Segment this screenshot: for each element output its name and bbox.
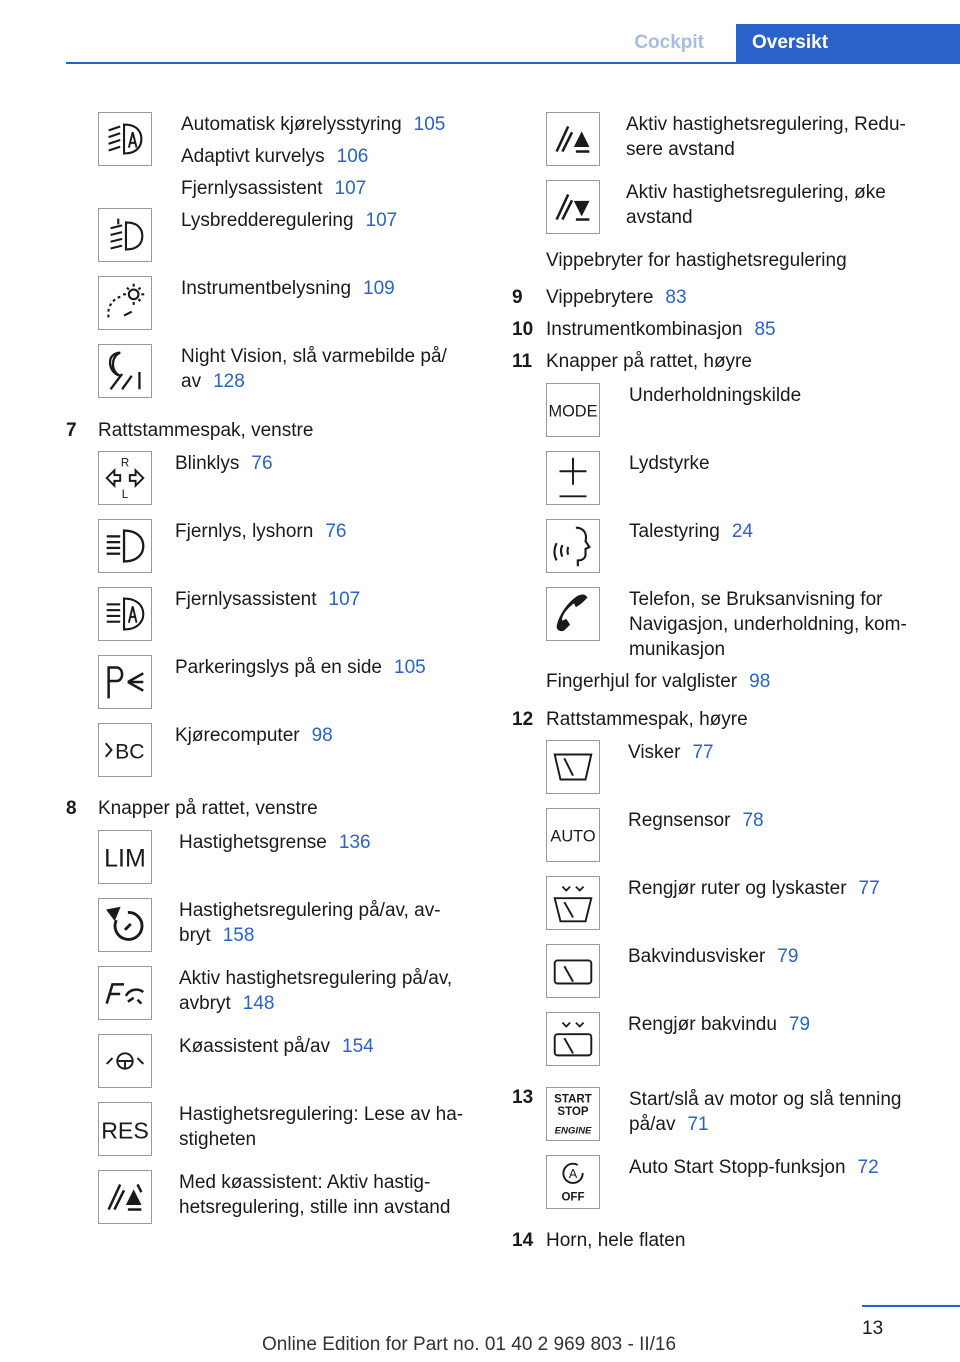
item-number: 11 [512,351,533,372]
entry-text: Hastighetsregulering: Lese av ha- stigheten [179,1104,464,1150]
svg-text:STOP: STOP [557,1105,589,1118]
svg-text:AUTO: AUTO [550,827,596,846]
entry-text: Hastighetsregulering på/av, av- bryt 158 [179,900,441,946]
page-ref-link[interactable]: 107 [334,178,367,199]
entry-text: Hastighetsgrense 136 [179,832,371,853]
rocker-switch-text: Vippebryter for hastighetsregulering [546,250,847,271]
rear-wiper-icon [546,944,600,998]
item-number: 14 [512,1230,534,1251]
page-ref-link[interactable]: 77 [692,742,714,763]
entry-text: Instrumentbelysning 109 [181,278,395,299]
auto-headlight-icon [98,112,152,166]
mode-icon [546,383,600,437]
entry-text: Lydstyrke [629,453,710,474]
footer-edition: Online Edition for Part no. 01 40 2 969 803 - II/16 [262,1334,677,1355]
item-number: 9 [512,287,523,308]
page-ref-link[interactable]: 154 [342,1036,374,1057]
distance-increase-icon [546,180,600,234]
entry-text: Bakvindusvisker 79 [628,946,799,967]
item-number: 10 [512,319,534,340]
svg-text:R: R [120,457,130,470]
page-header [66,24,960,64]
entry-text: Fjernlys, lyshorn 76 [175,521,347,542]
entry-text: Parkeringslys på en side 105 [175,657,426,678]
page-ref-link[interactable]: 76 [325,521,347,542]
auto-start-stop-icon [546,1155,600,1209]
res-icon [98,1102,152,1156]
page-ref-link[interactable]: 72 [857,1157,879,1178]
queue-assist-icon [98,1034,152,1088]
page-ref-link[interactable]: 107 [365,210,398,231]
svg-text:RES: RES [101,1117,149,1144]
active-cruise-icon [98,966,152,1020]
page-ref-link[interactable]: 105 [394,657,426,678]
headlight-range-icon [98,208,152,262]
rain-sensor-icon [546,808,600,862]
volume-icon [546,451,600,505]
page-ref-link[interactable]: 78 [742,810,764,831]
entry-text: Auto Start Stopp-funksjon 72 [629,1157,879,1178]
page-ref-link[interactable]: 71 [687,1114,709,1135]
item-number: 8 [66,798,77,819]
svg-text:BC: BC [115,740,145,764]
turn-signal-icon [98,451,152,505]
item-number: 7 [66,420,77,441]
page-ref-link[interactable]: 79 [777,946,799,967]
page-ref-link[interactable]: 158 [222,925,255,946]
entry-text: Rengjør bakvindu 79 [628,1014,811,1035]
distance-decrease-icon [546,112,600,166]
entry-line: Automatisk kjørelysstyring 105 [181,114,446,135]
svg-text:OFF: OFF [561,1191,585,1204]
svg-text:ENGINE: ENGINE [554,1125,592,1137]
entry-text: Aktiv hastighetsregulering, Redu- sere avstand [626,114,906,160]
section-title: Knapper på rattet, venstre [98,798,318,819]
page-ref-link[interactable]: 83 [665,287,687,308]
entry-line: Fjernlysassistent 107 [181,178,367,199]
page-ref-link[interactable]: 105 [413,114,446,135]
page-ref-link[interactable]: 79 [788,1014,811,1035]
page-number: 13 [862,1318,884,1339]
svg-text:A: A [568,1167,578,1182]
page-ref-link[interactable]: 109 [363,278,395,299]
section-title: Rattstammespak, venstre [98,420,314,441]
entry-text: Regnsensor 78 [628,810,764,831]
section-title: Knapper på rattet, høyre [546,351,752,372]
section-title: Instrumentkombinasjon 85 [546,319,776,340]
entry-text: Lysbredderegulering 107 [181,210,398,231]
cruise-control-icon [98,898,152,952]
page-ref-link[interactable]: 128 [213,371,245,392]
page-ref-link[interactable]: 148 [242,993,275,1014]
entry-text: Kjørecomputer 98 [175,725,333,746]
entry-line: Adaptivt kurvelys 106 [181,146,369,167]
distance-set-icon [98,1170,152,1224]
page-ref-link[interactable]: 136 [338,832,371,853]
page-ref-link[interactable]: 24 [731,521,753,542]
high-beam-icon [98,519,152,573]
page-ref-link[interactable]: 98 [749,671,771,692]
rear-washer-icon [546,1012,600,1066]
section-title: Horn, hele flaten [546,1230,686,1251]
page-ref-link[interactable]: 106 [336,146,369,167]
svg-text:START: START [554,1093,592,1106]
entry-text: Med køassistent: Aktiv hastig- hetsregulering, stille inn avstand [179,1172,451,1218]
section-title: Vippebrytere 83 [546,287,687,308]
svg-text:MODE: MODE [548,402,598,421]
entry-text: Aktiv hastighetsregulering på/av, avbryt 148 [179,968,453,1014]
svg-text:L: L [121,489,129,502]
entry-text: Aktiv hastighetsregulering, øke avstand [626,182,886,228]
item-number: 13 [512,1087,534,1108]
voice-control-icon [546,519,600,573]
wiper-icon [546,740,600,794]
thumbwheel-text: Fingerhjul for valglister 98 [546,671,771,692]
section-tab-oversikt[interactable]: Oversikt [736,24,960,62]
entry-text: Telefon, se Bruksanvisning for Navigasjon, underholdning, kom- munikasjon [629,589,907,660]
entry-text: Fjernlysassistent 107 [175,589,361,610]
entry-text: Talestyring 24 [629,521,753,542]
entry-text: Night Vision, slå varmebilde på/ av 128 [181,346,447,392]
start-stop-engine-icon [546,1087,600,1141]
entry-text: Start/slå av motor og slå tenning på/av 71 [629,1089,902,1135]
washer-icon [546,876,600,930]
page-ref-link[interactable]: 76 [251,453,273,474]
page-ref-link[interactable]: 85 [754,319,776,340]
section-title: Rattstammespak, høyre [546,709,748,730]
high-beam-assist-icon [98,587,152,641]
night-vision-icon [98,344,152,398]
entry-text: Køassistent på/av 154 [179,1036,374,1057]
entry-text [181,112,445,201]
section-tab-cockpit[interactable]: Cockpit [634,32,704,53]
entry-text: Visker 77 [628,742,714,763]
lim-icon [98,830,152,884]
instrument-lighting-icon [98,276,152,330]
entry-text: Blinklys 76 [175,453,273,474]
bc-icon [98,723,152,777]
page-ref-link[interactable]: 77 [858,878,880,899]
item-number: 12 [512,709,534,730]
svg-text:LIM: LIM [104,844,146,873]
page-ref-link[interactable]: 107 [328,589,361,610]
parking-light-icon [98,655,152,709]
page-ref-link[interactable]: 98 [311,725,333,746]
entry-text: Underholdningskilde [629,385,802,406]
footer-rule [862,1305,960,1307]
entry-text: Rengjør ruter og lyskaster 77 [628,878,880,899]
phone-icon [546,587,600,641]
